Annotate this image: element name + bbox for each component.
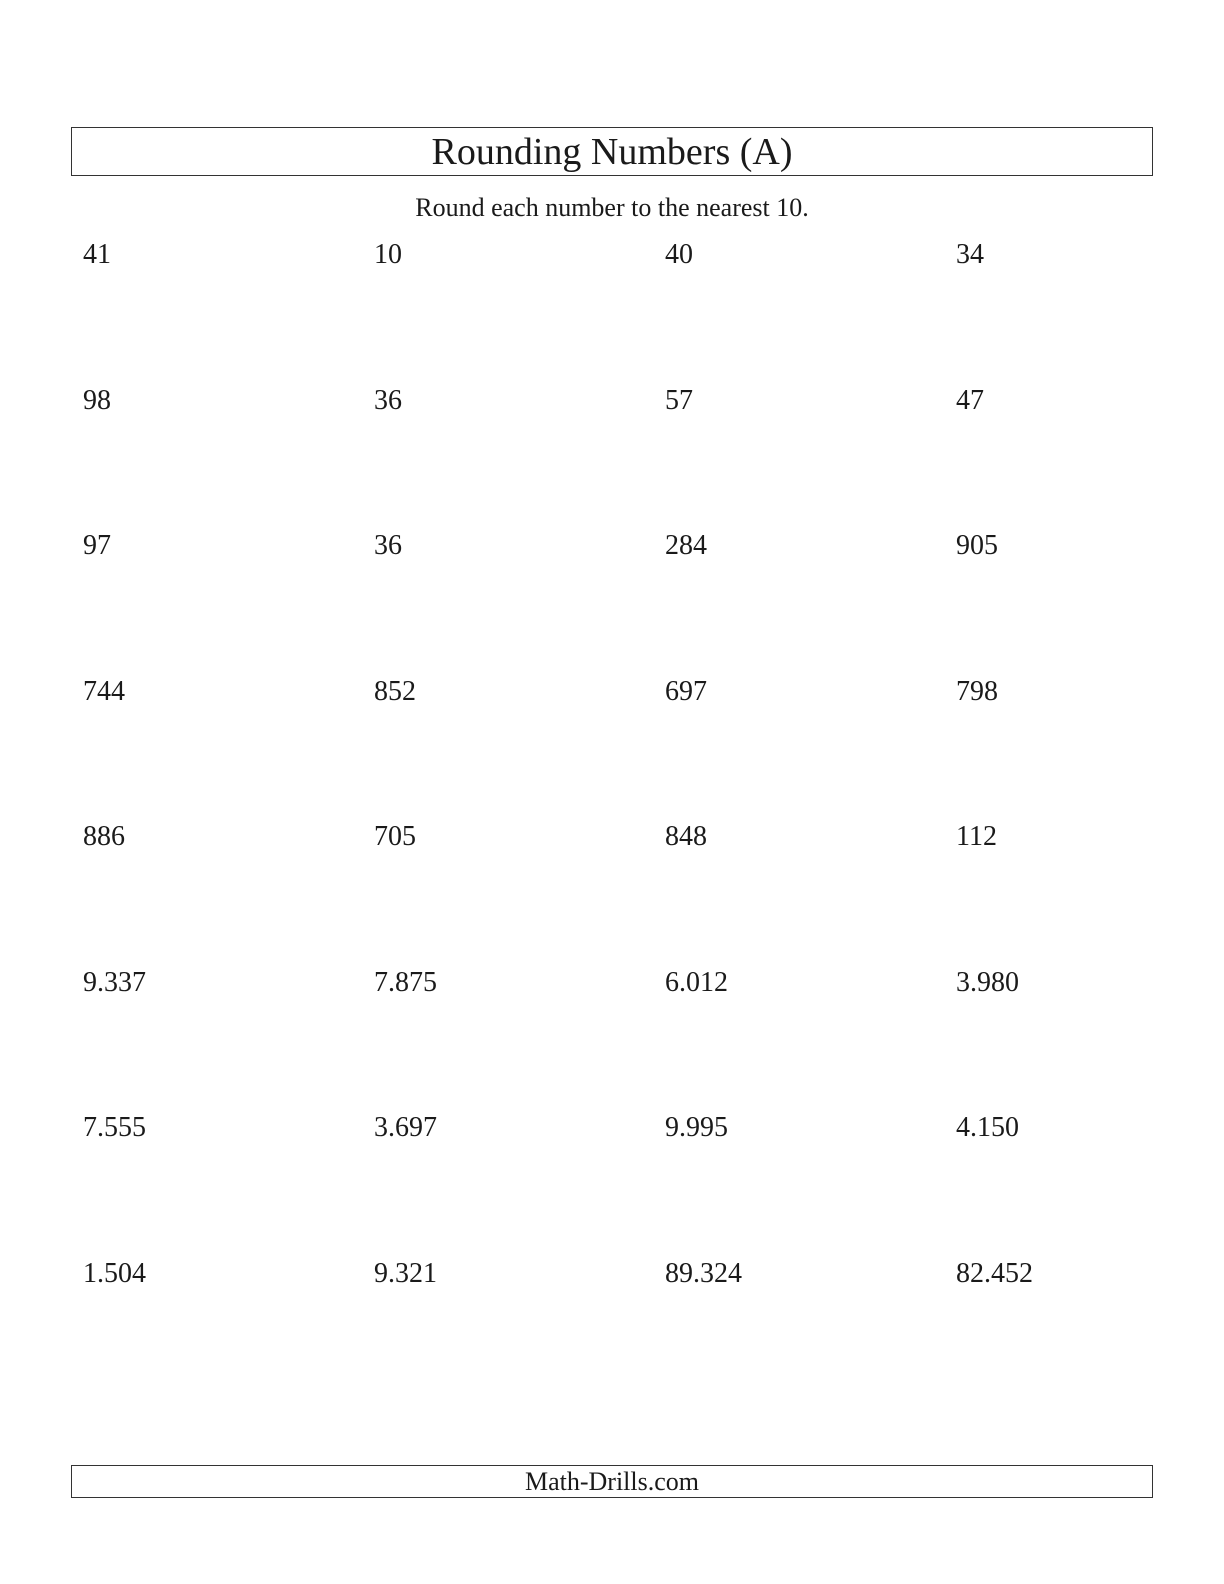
problem-number: 112 <box>956 821 997 852</box>
problem-number: 9.321 <box>374 1257 437 1289</box>
problem-number: 284 <box>665 530 707 561</box>
problem-number: 98 <box>83 384 111 416</box>
problem-row <box>83 820 1183 966</box>
problem-row <box>83 1111 1183 1257</box>
problem-number: 7.555 <box>83 1112 146 1143</box>
worksheet-title: Rounding Numbers (A) <box>431 130 793 173</box>
problem-number: 9.995 <box>665 1112 728 1143</box>
problem-number: 7.875 <box>374 966 437 998</box>
problem-number: 36 <box>374 384 402 416</box>
problem-grid <box>83 238 1183 1402</box>
problem-number: 697 <box>665 675 707 707</box>
problem-number: 34 <box>956 239 984 270</box>
problem-number: 97 <box>83 530 111 561</box>
problem-number: 4.150 <box>956 1112 1019 1143</box>
problem-number: 852 <box>374 675 416 707</box>
problem-number: 47 <box>956 384 984 416</box>
problem-number: 89.324 <box>665 1257 742 1289</box>
worksheet-title-box <box>71 127 1153 176</box>
problem-number: 886 <box>83 821 125 852</box>
problem-number: 10 <box>374 239 402 270</box>
footer-site-name: Math-Drills.com <box>524 1466 700 1496</box>
worksheet-instructions: Round each number to the nearest 10. <box>415 193 809 222</box>
problem-number: 41 <box>83 239 111 270</box>
problem-number: 3.697 <box>374 1112 437 1143</box>
problem-number: 9.337 <box>83 966 146 998</box>
problem-number: 744 <box>83 675 125 707</box>
problem-number: 82.452 <box>956 1257 1033 1289</box>
problem-number: 798 <box>956 675 998 707</box>
problem-number: 6.012 <box>665 966 728 998</box>
problem-number: 705 <box>374 821 416 852</box>
footer-box <box>71 1465 1153 1498</box>
problem-row <box>83 966 1183 1112</box>
problem-number: 40 <box>665 239 693 270</box>
problem-number: 905 <box>956 530 998 561</box>
problem-row <box>83 675 1183 821</box>
problem-number: 848 <box>665 821 707 852</box>
problem-row <box>83 238 1183 384</box>
problem-number: 36 <box>374 530 402 561</box>
problem-number: 3.980 <box>956 966 1019 998</box>
problem-row <box>83 384 1183 530</box>
problem-row <box>83 1257 1183 1403</box>
problem-row <box>83 529 1183 675</box>
problem-number: 57 <box>665 384 693 416</box>
problem-number: 1.504 <box>83 1257 146 1289</box>
